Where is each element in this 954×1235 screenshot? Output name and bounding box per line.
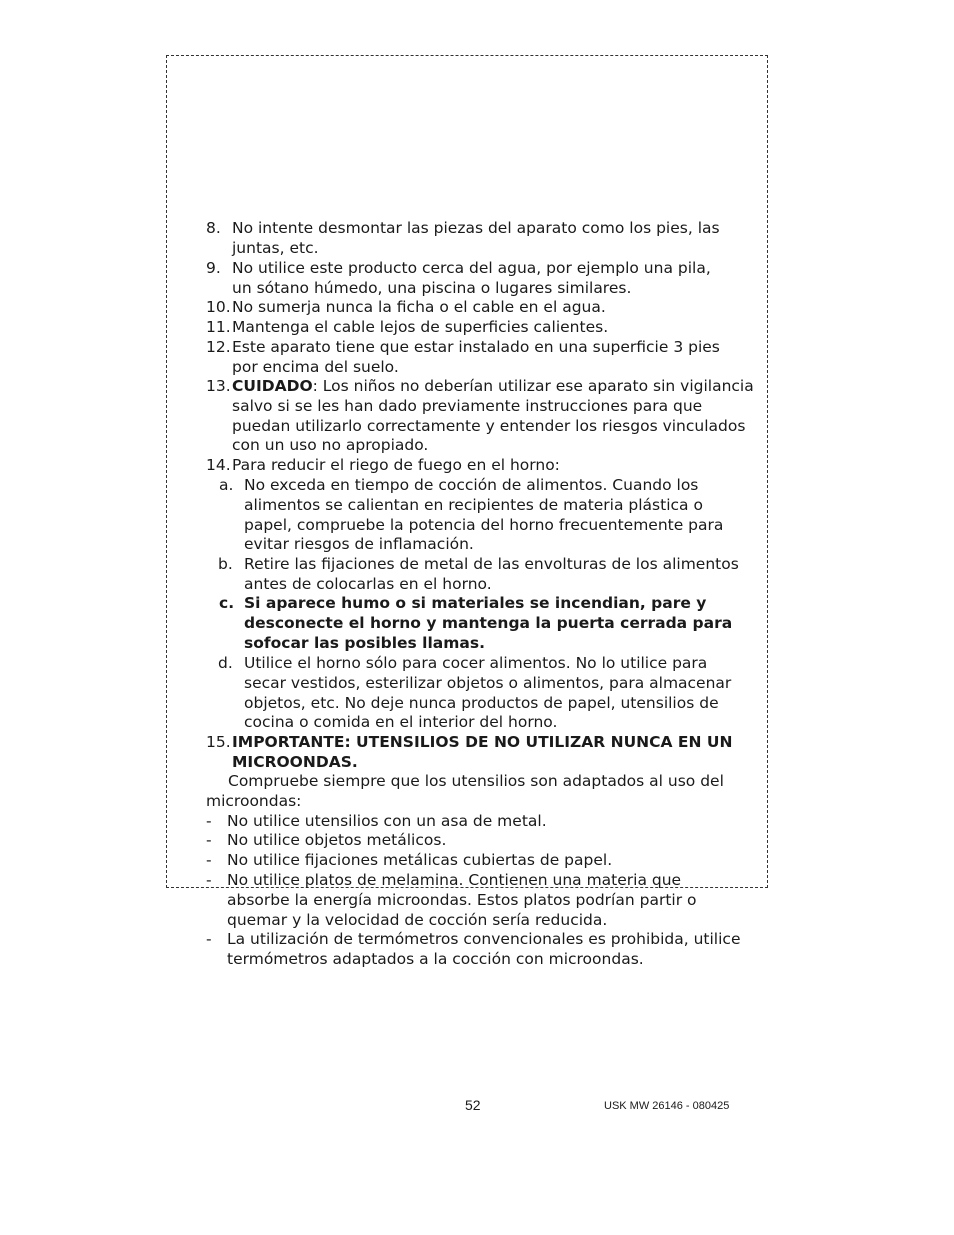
important-heading: IMPORTANTE: UTENSILIOS DE NO UTILIZAR NUNCA EN UN MICROONDAS. [232,733,733,771]
item-number: 12. [206,338,231,356]
item-text: No utilice este producto cerca del agua, por ejemplo una pila, un sótano húmedo, una piscina o lugares similares. [232,259,711,297]
model-code: USK MW 26146 - 080425 [604,1100,730,1112]
sub-item-text: No exceda en tiempo de cocción de alimentos. Cuando los alimentos se calientan en recipientes de materia plástica o papel, compruebe la potencia del horno frecuentemente para evitar riesgos de inflamación. [244,476,724,554]
item-text: No intente desmontar las piezas del aparato como los pies, las juntas, etc. [232,219,720,257]
item-text: Mantenga el cable lejos de superficies calientes. [232,318,609,336]
intro-paragraph: Compruebe siempre que los utensilios son adaptados al uso del microondas: [206,772,724,810]
item-number: 10. [206,298,231,316]
bullet-dash: - [206,871,212,889]
item-text: CUIDADO: Los niños no deberían utilizar ese aparato sin vigilancia salvo si se les han dado previamente instrucciones para que puedan utilizarlo correctamente y entender los riesgos vinculados con un uso no apropiado. [232,377,754,455]
bullet-text: La utilización de termómetros convencionales es prohibida, utilice termómetros adaptados a la cocción con microondas. [227,930,741,968]
item-number: 14. [206,456,231,474]
sub-item-letter: b. [218,555,233,573]
bullet-dash: - [206,930,212,948]
bullet-text: No utilice objetos metálicos. [227,831,447,849]
bullet-dash: - [206,812,212,830]
item-number: 9. [206,259,221,277]
bullet-dash: - [206,831,212,849]
item-number: 13. [206,377,231,395]
bullet-text: No utilice platos de melamina. Contienen una materia que absorbe la energía microondas. Estos platos podrían partir o quemar y la velocidad de cocción sería reducida. [227,871,697,929]
sub-item-letter: a. [219,476,234,494]
sub-item-text: Retire las fijaciones de metal de las envolturas de los alimentos antes de colocarlas en el horno. [244,555,739,593]
sub-item-letter: d. [218,654,233,672]
item-text: No sumerja nunca la ficha o el cable en el agua. [232,298,606,316]
item-number: 8. [206,219,221,237]
sub-item-text: Si aparece humo o si materiales se incendian, pare y desconecte el horno y mantenga la puerta cerrada para sofocar las posibles llamas. [244,594,733,652]
sub-item-letter: c. [219,594,235,612]
bullet-dash: - [206,851,212,869]
item-text: Para reducir el riego de fuego en el horno: [232,456,560,474]
sub-item-text: Utilice el horno sólo para cocer alimentos. No lo utilice para secar vestidos, esterilizar objetos o alimentos, para almacenar objetos, etc. No deje nunca productos de papel, utensilios de cocina o comida en el interior del horno. [244,654,732,732]
caution-label: CUIDADO [232,377,313,395]
bullet-text: No utilice fijaciones metálicas cubiertas de papel. [227,851,613,869]
page-number: 52 [465,1097,481,1113]
bullet-text: No utilice utensilios con un asa de metal. [227,812,547,830]
item-number: 15. [206,733,231,751]
item-number: 11. [206,318,231,336]
item-text: Este aparato tiene que estar instalado en una superficie 3 pies por encima del suelo. [232,338,720,376]
